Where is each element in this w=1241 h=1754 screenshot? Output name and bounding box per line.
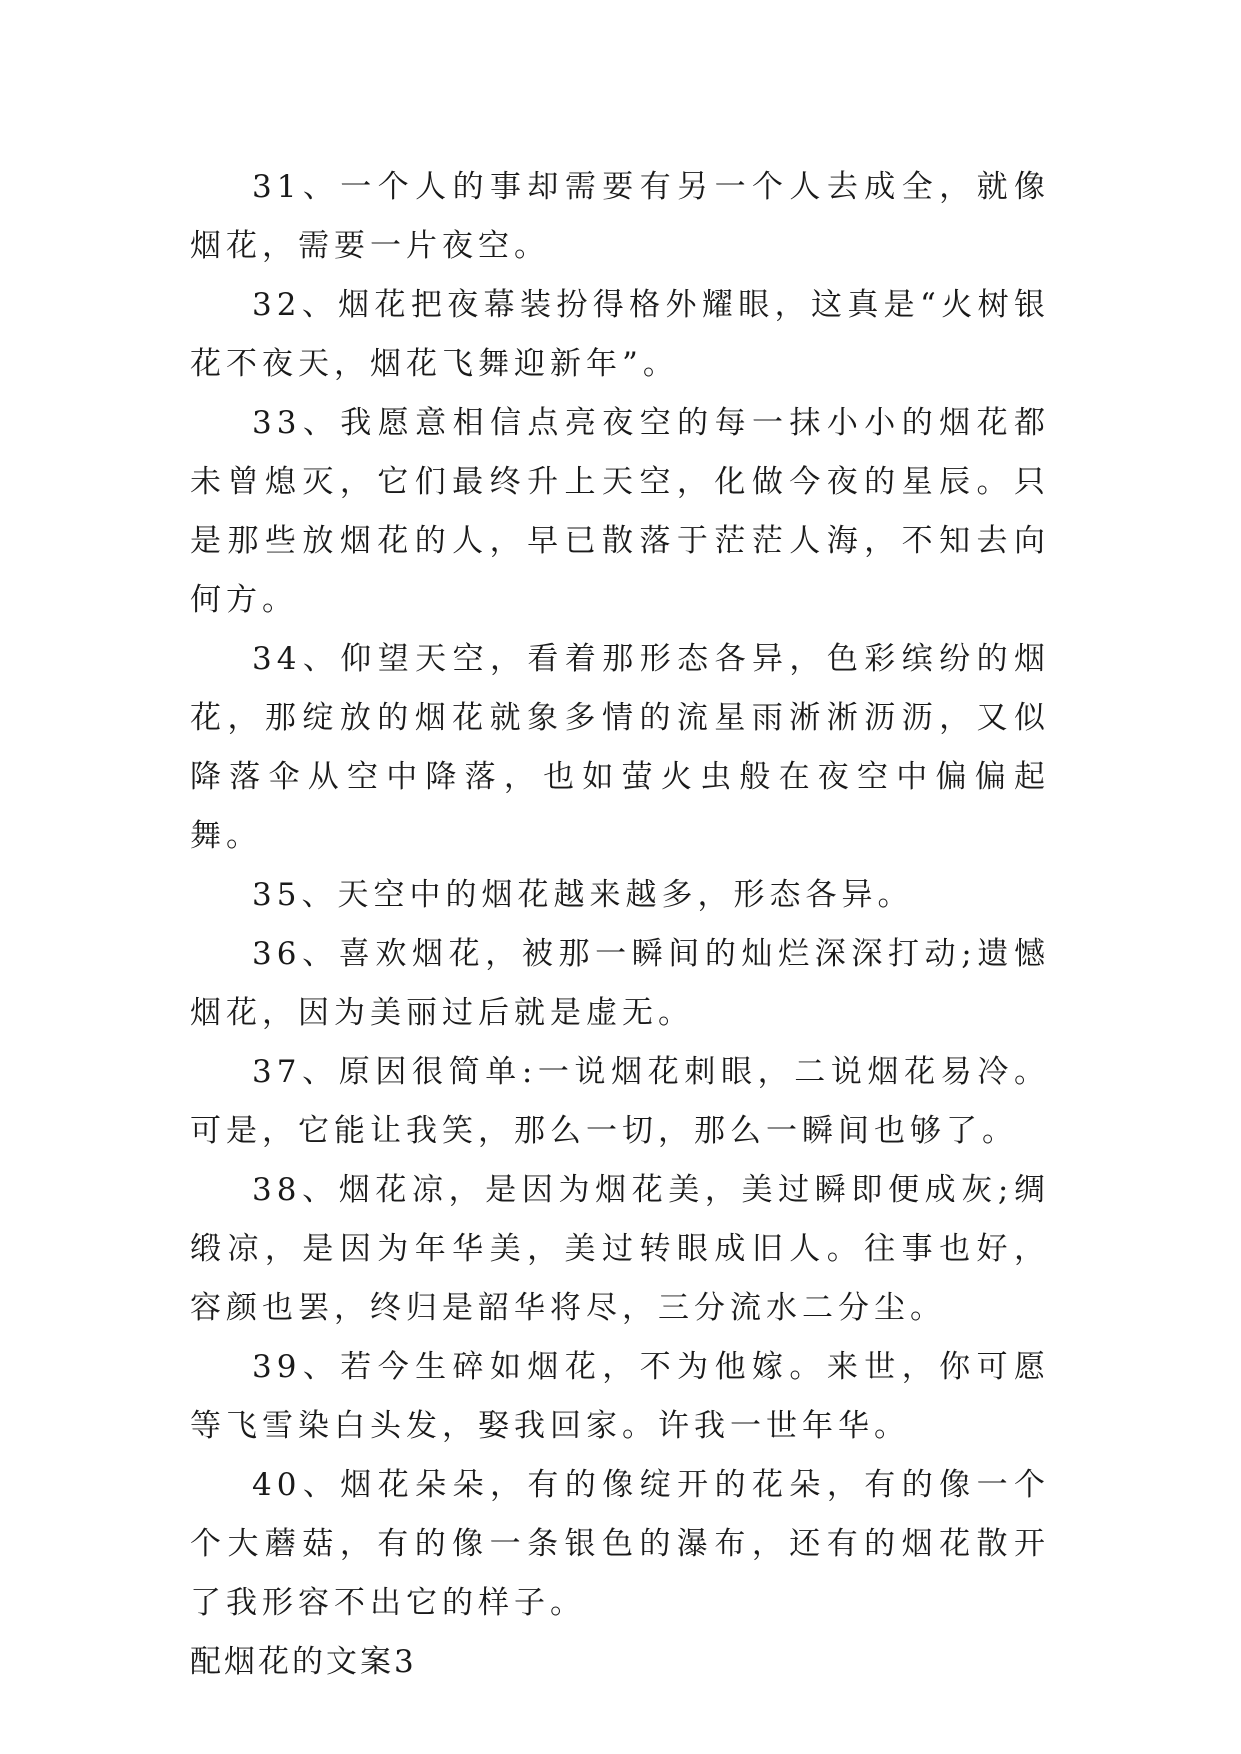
paragraph-38: 38、烟花凉，是因为烟花美，美过瞬即便成灰;绸缎凉，是因为年华美，美过转眼成旧人。往事也好，容颜也罢，终归是韶华将尽，三分流水二分尘。 — [190, 1172, 1050, 1326]
section-heading: 配烟花的文案3 — [190, 1644, 417, 1680]
paragraph-34: 34、仰望天空，看着那形态各异，色彩缤纷的烟花，那绽放的烟花就象多情的流星雨淅淅沥沥，又似降落伞从空中降落，也如萤火虫般在夜空中偏偏起舞。 — [190, 641, 1050, 854]
paragraph-31: 31、一个人的事却需要有另一个人去成全，就像烟花，需要一片夜空。 — [190, 169, 1050, 264]
paragraph-40: 40、烟花朵朵，有的像绽开的花朵，有的像一个个大蘑菇，有的像一条银色的瀑布，还有的烟花散开了我形容不出它的样子。 — [190, 1467, 1050, 1621]
paragraph-35: 35、天空中的烟花越来越多，形态各异。 — [252, 877, 914, 913]
paragraph-36: 36、喜欢烟花，被那一瞬间的灿烂深深打动;遗憾烟花，因为美丽过后就是虚无。 — [190, 936, 1050, 1031]
paragraph-32: 32、烟花把夜幕装扮得格外耀眼，这真是“火树银花不夜天，烟花飞舞迎新年”。 — [190, 287, 1050, 382]
document-body — [190, 158, 1050, 1692]
paragraph-39: 39、若今生碎如烟花，不为他嫁。来世，你可愿等飞雪染白头发，娶我回家。许我一世年华。 — [190, 1349, 1050, 1444]
paragraph-33: 33、我愿意相信点亮夜空的每一抹小小的烟花都未曾熄灭，它们最终升上天空，化做今夜的星辰。只是那些放烟花的人，早已散落于茫茫人海，不知去向何方。 — [190, 405, 1050, 618]
paragraph-37: 37、原因很简单:一说烟花刺眼，二说烟花易冷。可是，它能让我笑，那么一切，那么一瞬间也够了。 — [190, 1054, 1050, 1149]
